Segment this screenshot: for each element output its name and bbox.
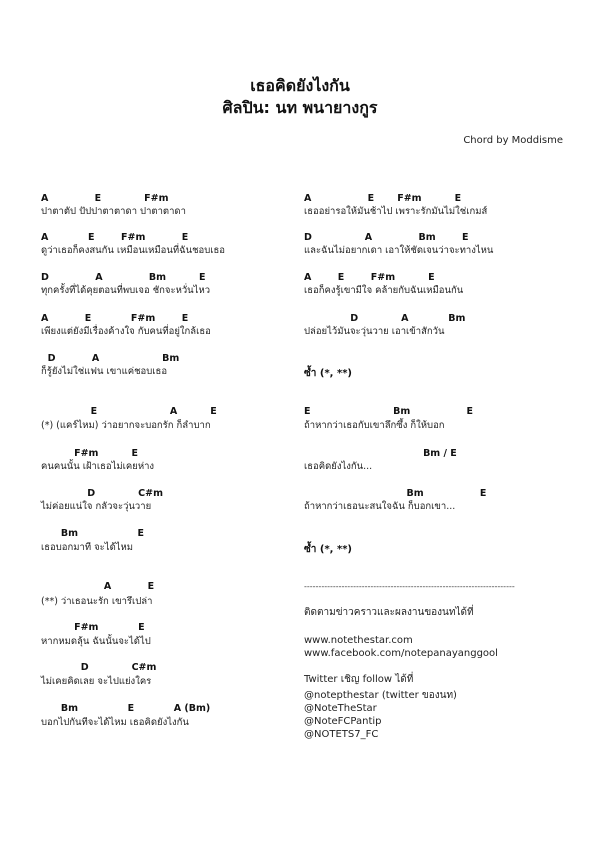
- chord-line: A E F#m E: [304, 193, 462, 204]
- chord-line: Bm E: [304, 488, 487, 499]
- chord-line: Bm E: [41, 528, 145, 539]
- chord-line: D C#m: [41, 662, 157, 673]
- chord-line: E A E: [41, 406, 217, 417]
- lyric-line: ก็รู้ยังไม่ใช่แฟน เขาแค่ชอบเธอ: [41, 366, 168, 377]
- lyric-line: คนคนนั้น เฝ้าเธอไม่เคยห่าง: [41, 461, 155, 472]
- chord-line: E Bm E: [304, 406, 474, 417]
- artist-name: ศิลปิน: นท พนายางกูร: [222, 98, 378, 117]
- lyric-line: ปาตาตัป ปัปปาตาตาดา ปาตาตาดา: [41, 206, 186, 217]
- chord-line: A E F#m: [41, 193, 169, 204]
- twitter-intro: Twitter เชิญ follow ได้ที่: [304, 674, 414, 685]
- chord-line: D A Bm E: [41, 272, 206, 283]
- lyric-line: เธออย่ารอให้มันช้าไป เพราะรักมันไม่ใช่เกมส์: [304, 206, 488, 217]
- chord-line: A E: [41, 581, 155, 592]
- twitter-handle[interactable]: @notepthestar (twitter ของนท): [304, 690, 457, 701]
- lyric-line: หากหมดลุ้น ฉันนั้นจะได้ไป: [41, 636, 151, 647]
- chord-line: D A Bm: [41, 353, 180, 364]
- lyric-line: และฉันไม่อยากเดา เอาให้ชัดเจนว่าจะทางไหน: [304, 245, 494, 256]
- lyric-line: ทุกครั้งที่ได้คุยตอนที่พบเจอ ชักจะหวั่นไหว: [41, 285, 211, 296]
- chord-line: D A Bm: [304, 313, 466, 324]
- lyric-line: ถ้าหากว่าเธอนะสนใจฉัน ก็บอกเขา...: [304, 501, 456, 512]
- repeat-marker: ซ้ำ (*, **): [304, 368, 352, 379]
- song-title: เธอคิดยังไงกัน: [250, 76, 350, 95]
- lyric-line: ปล่อยไว้มันจะวุ่นวาย เอาเข้าสักวัน: [304, 326, 445, 337]
- chord-line: Bm / E: [304, 448, 457, 459]
- chord-credit: Chord by Moddisme: [463, 135, 563, 146]
- lyric-line: ถ้าหากว่าเธอกับเขาลึกซึ้ง ก็ให้บอก: [304, 420, 445, 431]
- twitter-handle[interactable]: @NoteFCPantip: [304, 716, 382, 727]
- chord-line: F#m E: [41, 622, 145, 633]
- chord-line: D A Bm E: [304, 232, 469, 243]
- lyric-line: (**) ว่าเธอนะรัก เขารึเปล่า: [41, 596, 153, 607]
- lyric-line: ดูว่าเธอก็คงสนกัน เหมือนเหมือนที่ฉันชอบเธอ: [41, 245, 225, 256]
- lyric-line: เธอคิดยังไงกัน...: [304, 461, 373, 472]
- twitter-handle[interactable]: @NoteTheStar: [304, 703, 377, 714]
- facebook-link[interactable]: www.facebook.com/notepanayanggool: [304, 648, 498, 659]
- lyric-line: เธอบอกมาที จะได้ไหม: [41, 542, 134, 553]
- lyric-line: เธอก็คงรู้เขามีใจ คล้ายกับฉันเหมือนกัน: [304, 285, 464, 296]
- chord-line: A E F#m E: [41, 313, 189, 324]
- lyric-line: (*) (แคร์ไหม) ว่าอยากจะบอกรัก ก็ลำบาก: [41, 420, 211, 431]
- repeat-marker: ซ้ำ (*, **): [304, 544, 352, 555]
- chord-line: D C#m: [41, 488, 164, 499]
- lyric-line: ไม่ค่อยแน่ใจ กลัวจะวุ่นวาย: [41, 501, 152, 512]
- divider: -------------------------------------------------------------------------: [304, 582, 515, 591]
- chord-line: Bm E A (Bm): [41, 703, 211, 714]
- twitter-handle[interactable]: @NOTETS7_FC: [304, 729, 379, 740]
- chord-line: A E F#m E: [41, 232, 189, 243]
- lyric-line: บอกไปกันทีจะได้ไหม เธอคิดยังไงกัน: [41, 717, 189, 728]
- chord-line: A E F#m E: [304, 272, 435, 283]
- lyric-line: เพียงแต่ยังมีเรื่องค้างใจ กับคนที่อยู่ใกล้เธอ: [41, 326, 211, 337]
- lyric-line: ไม่เคยคิดเลย จะไปแย่งใคร: [41, 676, 152, 687]
- chord-line: F#m E: [41, 448, 138, 459]
- follow-text: ติดตามข่าวคราวและผลงานของนทได้ที่: [304, 607, 474, 618]
- website-link[interactable]: www.notethestar.com: [304, 635, 413, 646]
